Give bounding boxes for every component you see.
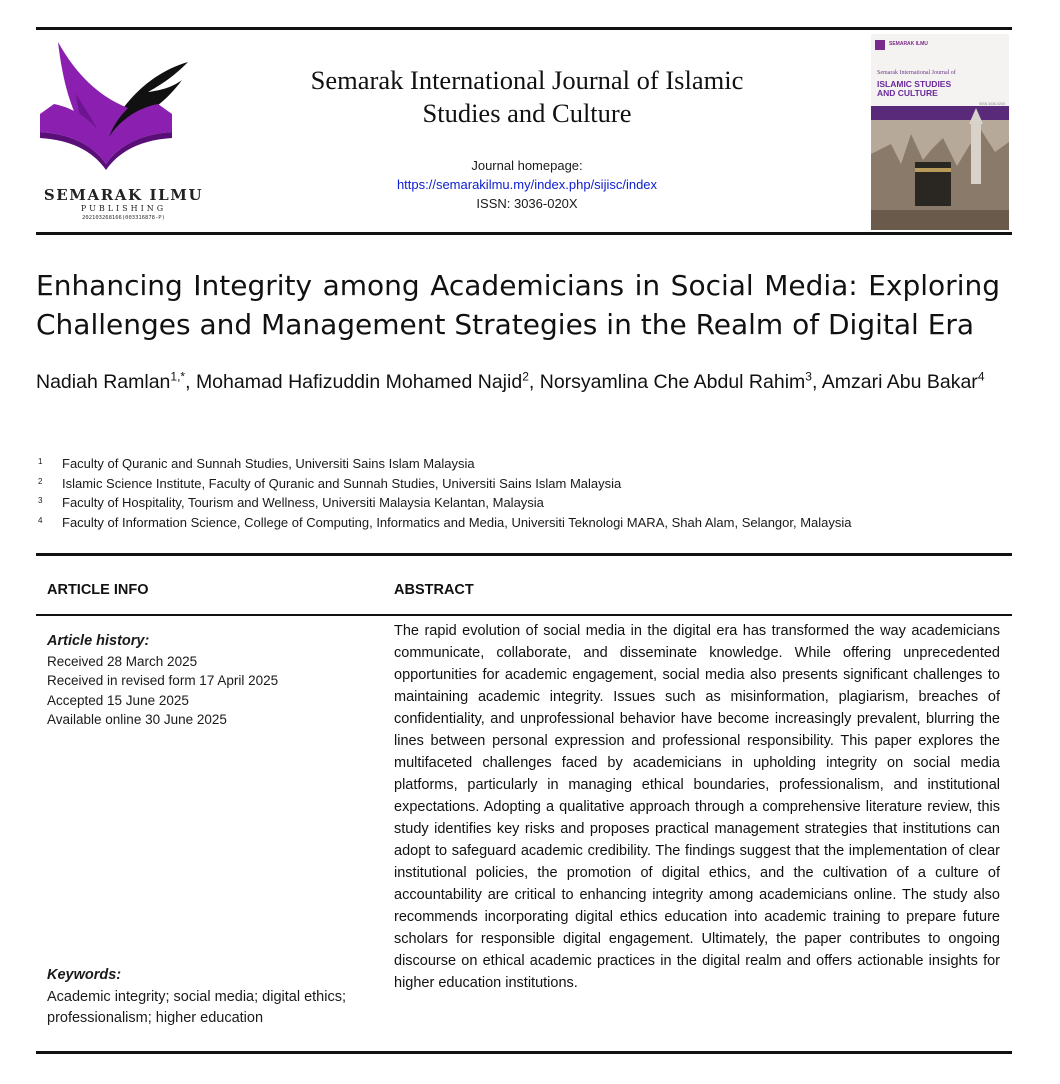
header-bottom-rule — [36, 232, 1012, 235]
publisher-subtitle: PUBLISHING — [80, 204, 167, 213]
journal-name: Semarak International Journal of Islamic Studies and Culture — [310, 65, 744, 128]
affiliation-list — [36, 456, 1000, 534]
abstract-heading: ABSTRACT — [394, 582, 474, 598]
info-heading-rule — [36, 614, 1012, 616]
book-quill-icon — [36, 34, 211, 184]
article-info-heading: ARTICLE INFO — [47, 582, 149, 598]
article-history — [47, 632, 367, 730]
affiliation-item — [36, 476, 1000, 496]
author-name: Mohamad Hafizuddin Mohamed Najid — [195, 371, 523, 393]
affiliation-item — [36, 495, 1000, 515]
cover-issn: ISSN 3036-020X — [979, 102, 1006, 106]
author-name: Amzari Abu Bakar — [821, 371, 978, 393]
author-name: Norsyamlina Che Abdul Rahim — [539, 371, 806, 393]
affiliation-number: 3 — [38, 496, 43, 505]
article-history-heading: Article history: — [47, 633, 150, 649]
affiliation-text: Faculty of Hospitality, Tourism and Wellness, Universiti Malaysia Kelantan, Malaysia — [62, 495, 544, 510]
affiliation-number: 1 — [38, 457, 43, 466]
history-accepted: Accepted 15 June 2025 — [47, 692, 189, 708]
affiliation-text: Faculty of Quranic and Sunnah Studies, Universiti Sains Islam Malaysia — [62, 456, 475, 471]
publisher-name: SEMARAK ILMU — [43, 186, 204, 204]
history-online: Available online 30 June 2025 — [47, 712, 227, 727]
author-list: Nadiah Ramlan$^{1,*}$, Mohamad Hafizuddin Mohamed Najid$^2$, Norsyamlina Che Abdul Rahim$^3$, Amzari Abu Bakar$^4$ — [36, 369, 985, 393]
info-top-rule — [36, 553, 1012, 556]
cover-title: ISLAMIC STUDIES AND CULTURE — [877, 79, 952, 98]
homepage-link[interactable]: https://semarakilmu.my/index.php/sijisc/index — [396, 177, 658, 192]
history-received: Received 28 March 2025 — [47, 653, 198, 669]
affiliation-text: Islamic Science Institute, Faculty of Quranic and Sunnah Studies, Universiti Sains Islam Malaysia — [62, 475, 622, 491]
abstract-text: The rapid evolution of social media in the digital era has transformed the way academicians communicate, collaborate, and disseminate knowledge. While offering unprecedented opportunities for academic engagement, social media also presents significant challenges to maintaining academic integrity. Issues such as misinformation, plagiarism, breaches of confidentiality, and unprofessional behavior have become increasingly prevalent, blurring the lines between personal expression and professional responsibility. This paper explores the multifaceted challenges faced by academicians in upholding integrity on social media platforms, particularly in managing ethical boundaries, professionalism, and institutional expectations. Adopting a qualitative approach through a comprehensive literature review, this study identifies key risks and proposes practical management strategies that institutions can adopt to safeguard academic credibility. The findings suggest that the implementation of clear institutional policies, the promotion of digital ethics, and the cultivation of a culture of accountability are critical to enhancing integrity among academicians online. The study also recommends incorporating digital ethics education into academic training to prepare future scholars for responsible digital engagement. Ultimately, the paper contributes to ongoing discourse on ethical academic practices in the digital realm and offers actionable insights for higher education institutions. — [394, 623, 1000, 991]
affiliation-item — [36, 456, 1000, 476]
publisher-registration: 202103268166(003316878-P) — [82, 215, 165, 221]
author-sup: 4 — [977, 369, 985, 384]
publisher-logo — [36, 34, 211, 230]
keywords-heading: Keywords: — [47, 967, 122, 983]
history-revised: Received in revised form 17 April 2025 — [47, 673, 279, 688]
keywords-text: Academic integrity; social media; digital ethics; professionalism; higher education — [47, 989, 346, 1026]
issn: ISSN: 3036-020X — [476, 196, 578, 211]
cover-artwork-icon — [871, 34, 1009, 230]
header-top-rule — [36, 27, 1012, 30]
author-sup: 1,* — [170, 369, 186, 384]
author-sup: 3 — [805, 369, 812, 384]
affiliation-number: 4 — [38, 515, 43, 525]
cover-journal-name: Semarak International Journal of — [877, 70, 956, 76]
cover-brand: SEMARAK ILMU — [889, 41, 928, 47]
affiliation-item — [36, 515, 1000, 535]
info-bottom-rule — [36, 1051, 1012, 1054]
journal-cover — [871, 34, 1009, 230]
affiliation-number: 2 — [38, 476, 43, 486]
affiliation-text: Faculty of Information Science, College of Computing, Informatics and Media, Universiti Teknologi MARA, Shah Alam, Selangor, Malaysia — [62, 514, 852, 530]
homepage-label: Journal homepage: — [471, 158, 583, 173]
author-sup: 2 — [522, 369, 529, 384]
keywords-block — [47, 965, 357, 1029]
paper-title: Enhancing Integrity among Academicians in Social Media: Exploring Challenges and Management Strategies in the Realm of Digital Era — [36, 269, 1000, 341]
author-name: Nadiah Ramlan — [36, 371, 171, 393]
